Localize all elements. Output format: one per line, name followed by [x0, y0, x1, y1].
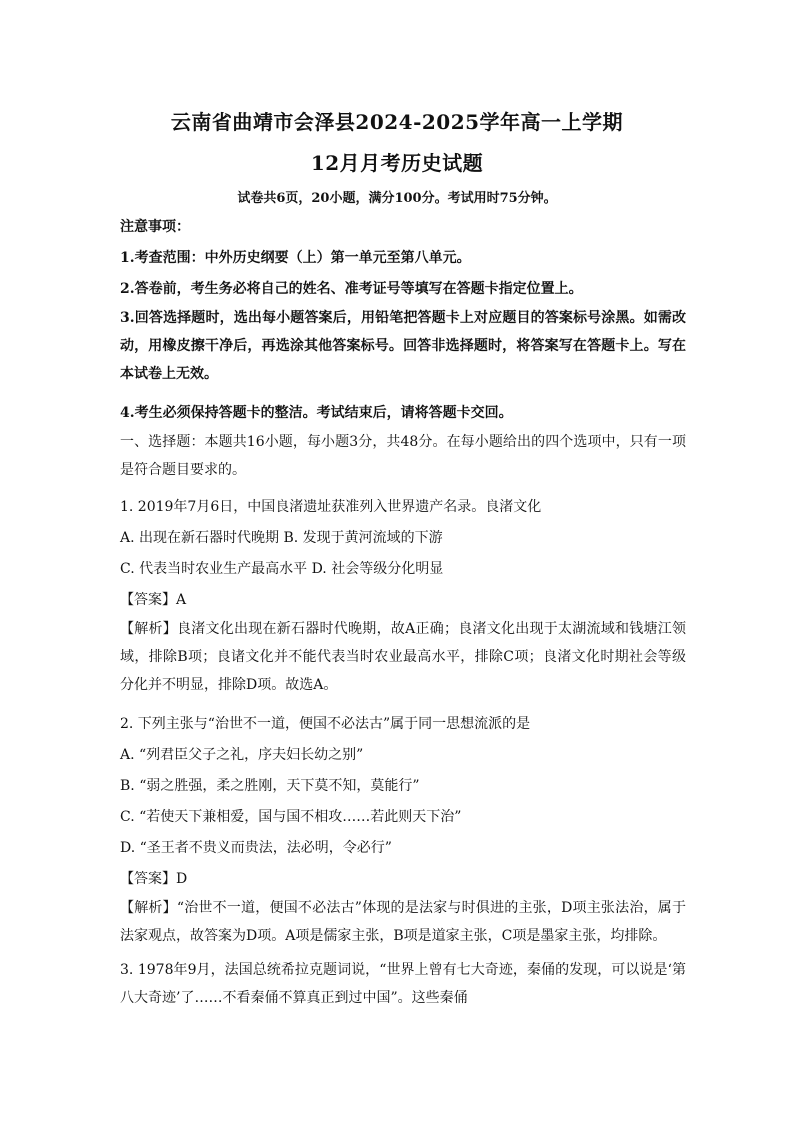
q2-analysis: 【解析】“治世不一道，便国不必法古”体现的是法家与时俱进的主张，D项主张法治，属于法家观点，故答案为D项。A项是儒家主张，B项是道家主张，C项是墨家主张，均排除。 [120, 900, 686, 944]
q2-answer: 【答案】D [120, 871, 188, 887]
q2-option-d: D. “圣王者不贵义而贵法，法必明，令必行” [120, 840, 392, 856]
q1-stem: 1. 2019年7月6日，中国良渚遗址获准列入世界遗产名录。良渚文化 [120, 499, 542, 515]
exam-title-line1: 云南省曲靖市会泽县2024-2025学年高一上学期 [170, 110, 624, 134]
exam-subtitle: 试卷共6页，20小题，满分100分。考试用时75分钟。 [237, 191, 557, 206]
notes-item-1: 1.考查范围：中外历史纲要（上）第一单元至第八单元。 [120, 250, 471, 266]
q2-option-b: B. “弱之胜强，柔之胜刚，天下莫不知，莫能行” [120, 778, 420, 794]
q3-stem: 3. 1978年9月，法国总统希拉克题词说，“世界上曾有七大奇迹，秦俑的发现，可以说是‘第八大奇迹’了……不看秦俑不算真正到过中国”。这些秦俑 [120, 962, 686, 1006]
q2-option-a: A. “列君臣父子之礼，序夫妇长幼之别” [120, 747, 364, 763]
notes-item-4: 4.考生必须保持答题卡的整洁。考试结束后，请将答题卡交回。 [120, 405, 513, 421]
notes-heading: 注意事项： [120, 219, 190, 235]
q1-analysis: 【解析】良渚文化出现在新石器时代晚期，故A正确；良渚文化出现于太湖流域和钱塘江领域，排除B项；良诸文化并不能代表当时农业最高水平，排除C项；良渚文化时期社会等级分化并不明显，排除D项。故选A。 [120, 621, 686, 693]
q1-options-cd: C. 代表当时农业生产最高水平 D. 社会等级分化明显 [120, 561, 444, 577]
section-intro: 一、选择题：本题共16小题，每小题3分，共48分。在每小题给出的四个选项中，只有一项是符合题目要求的。 [120, 434, 686, 478]
notes-item-3: 3.回答选择题时，选出每小题答案后，用铅笔把答题卡上对应题目的答案标号涂黑。如需改动，用橡皮擦干净后，再选涂其他答案标号。回答非选择题时，将答案写在答题卡上。写在本试卷上无效。 [120, 310, 686, 382]
q1-options-ab: A. 出现在新石器时代晚期 B. 发现于黄河流域的下游 [120, 530, 443, 546]
q1-answer: 【答案】A [120, 592, 187, 608]
q2-stem: 2. 下列主张与“治世不一道，便国不必法古”属于同一思想流派的是 [120, 716, 531, 732]
notes-item-2: 2.答卷前，考生务必将自己的姓名、准考证号等填写在答题卡指定位置上。 [120, 281, 583, 297]
q2-option-c: C. “若使天下兼相爱，国与国不相攻……若此则天下治” [120, 809, 462, 825]
exam-title-line2: 12月月考历史试题 [310, 151, 484, 175]
